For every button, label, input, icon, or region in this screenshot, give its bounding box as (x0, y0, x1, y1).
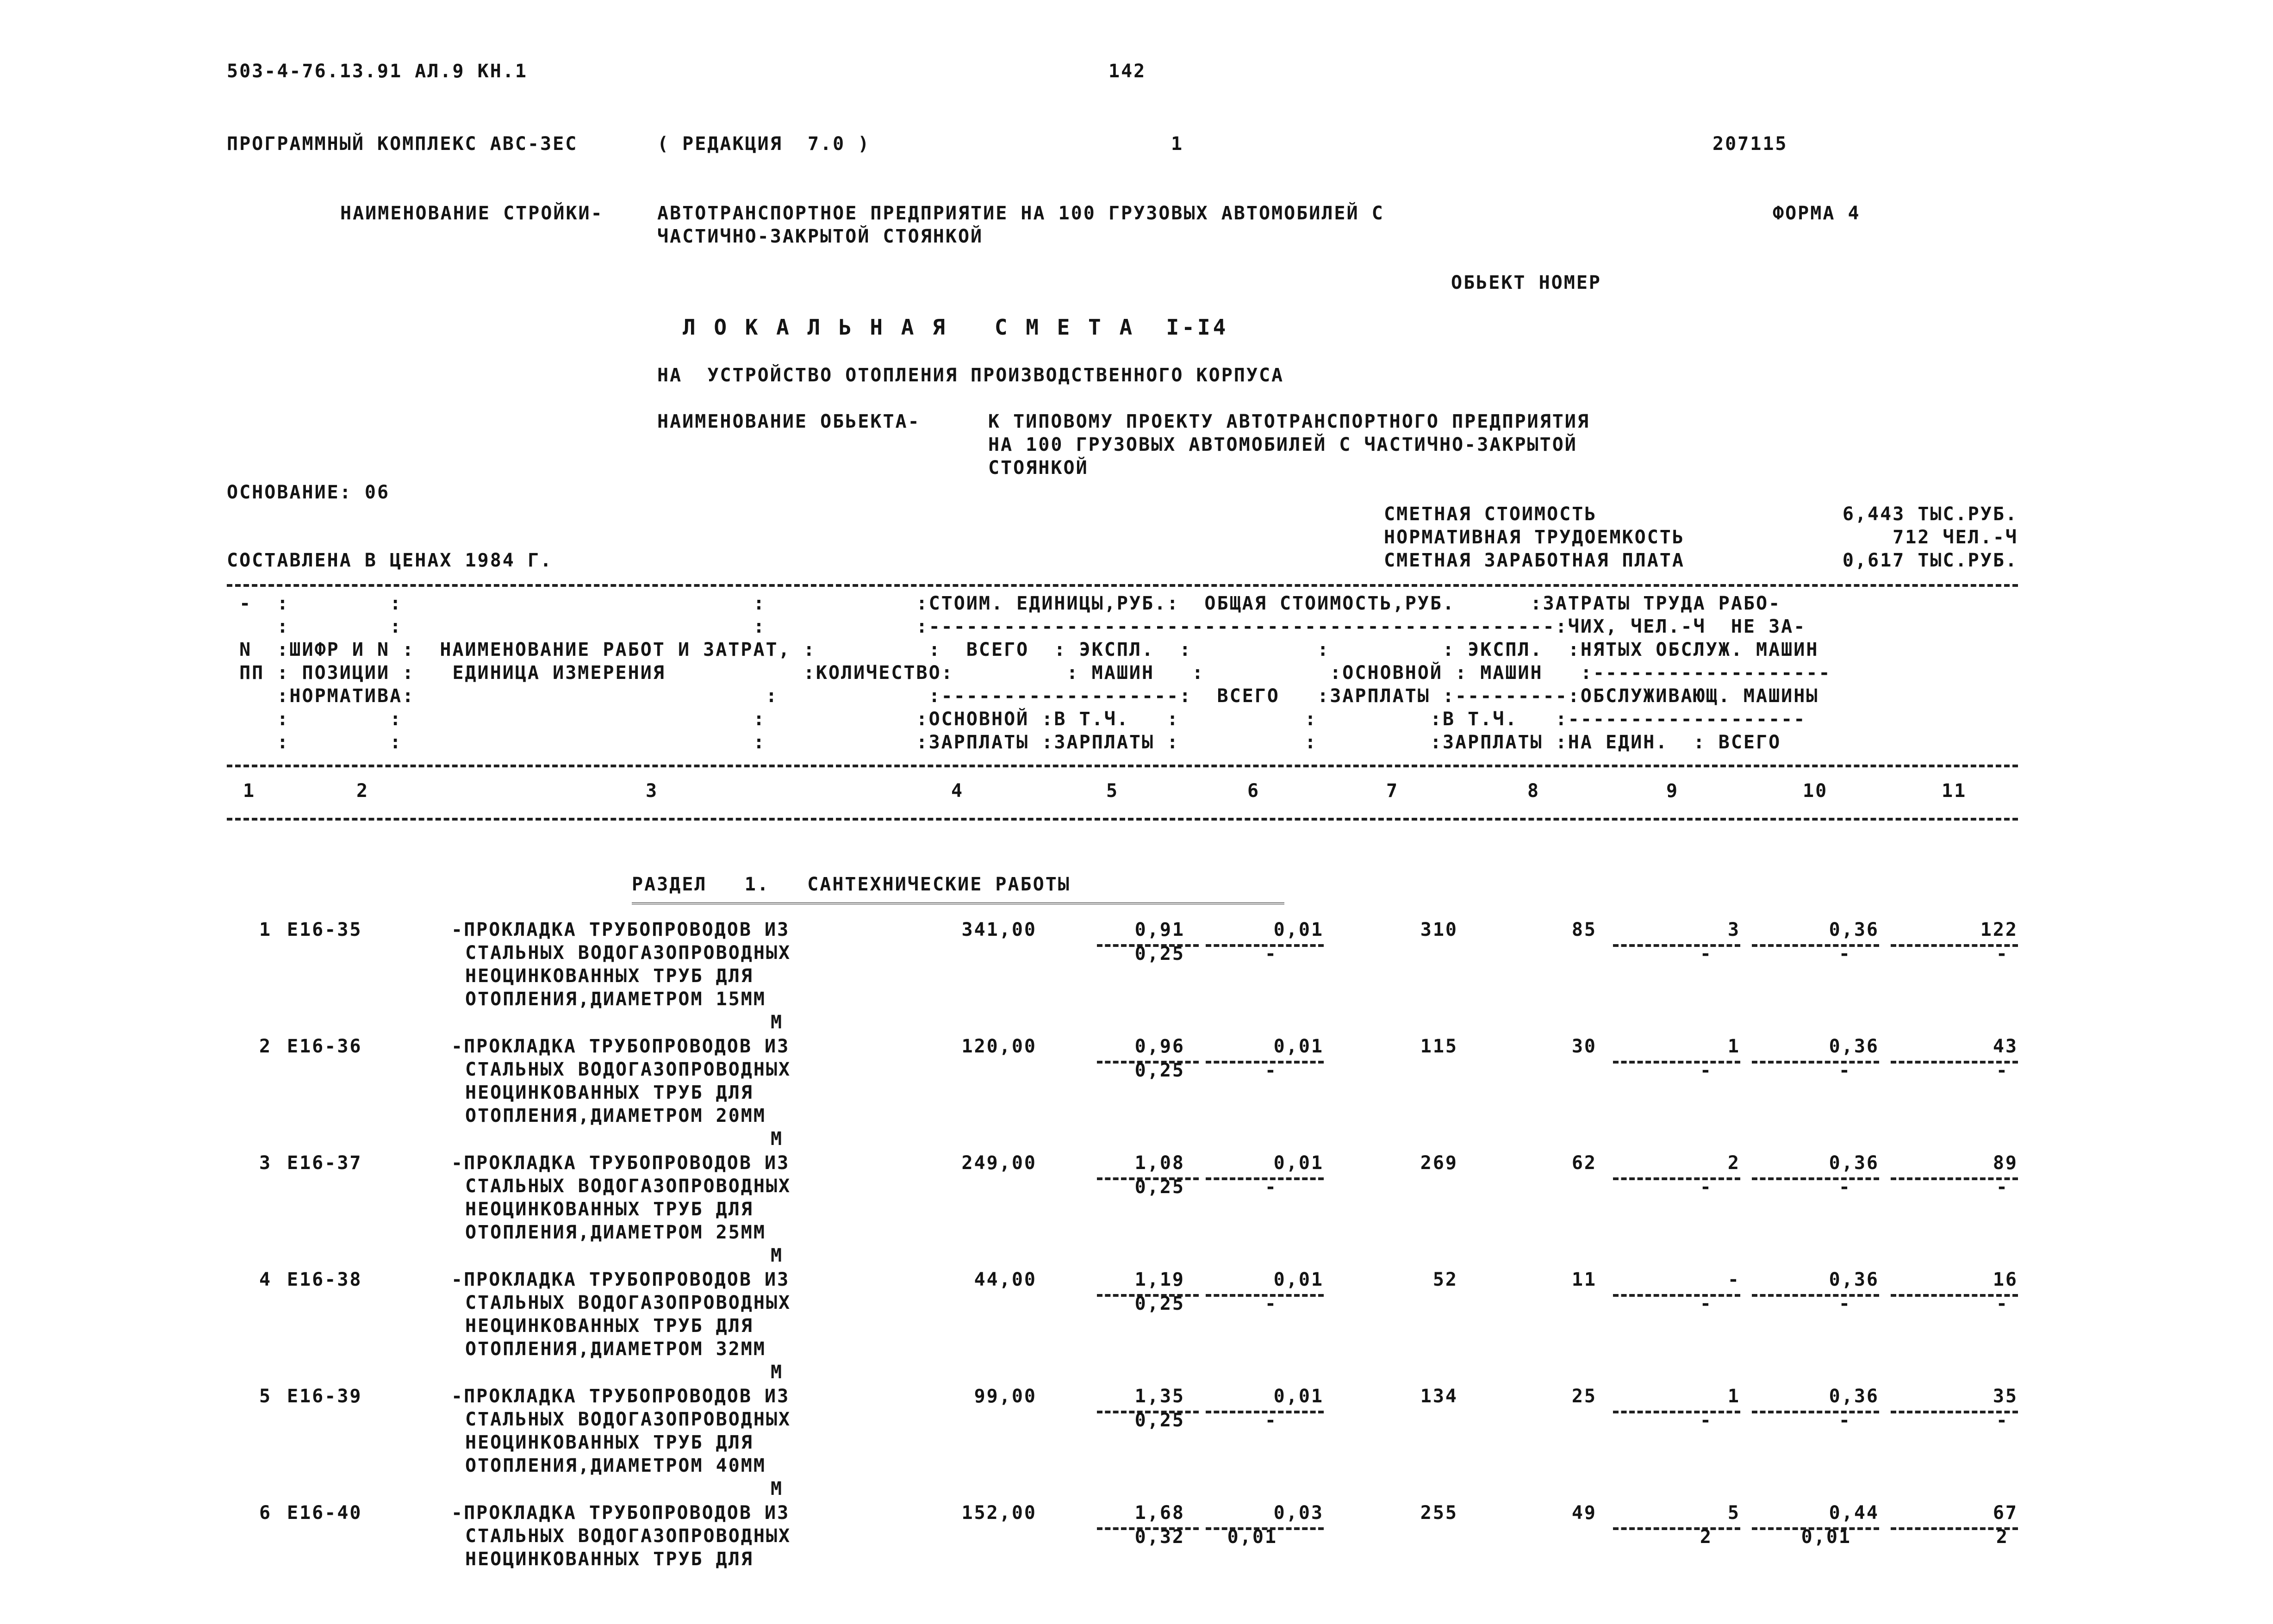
total-machines: 1 (1727, 1386, 1740, 1407)
total-machine-wages: - (1700, 1060, 1713, 1081)
row-number: 5 (259, 1386, 272, 1407)
total-machine-wages: - (1700, 1410, 1713, 1431)
service-labor-per-unit: - (1838, 1293, 1851, 1314)
column-number: 6 (1247, 780, 1260, 802)
summary-value: 6,443 ТЫС.РУБ. (1842, 504, 2018, 525)
estimate-subject: НА УСТРОЙСТВО ОТОПЛЕНИЯ ПРОИЗВОДСТВЕННОГО КОРПУСА (657, 365, 1284, 386)
labor-per-unit: 0,36 (1829, 919, 1879, 940)
unit-cost-wages: 0,25 (1134, 1176, 1185, 1198)
column-number: 2 (356, 780, 369, 802)
labor-total: 35 (1993, 1386, 2018, 1407)
unit-cost-machines: 0,01 (1273, 919, 1324, 940)
unit-cost-total: 0,91 (1134, 919, 1185, 940)
total-wages: 49 (1571, 1502, 1597, 1524)
summary-label: НОРМАТИВНАЯ ТРУДОЕМКОСТЬ (1384, 527, 1685, 548)
work-description: СТАЛЬНЫХ ВОДОГАЗОПРОВОДНЫХ (465, 1059, 791, 1080)
work-description: -ПРОКЛАДКА ТРУБОПРОВОДОВ ИЗ (451, 919, 790, 940)
total-machine-wages: 2 (1700, 1526, 1713, 1548)
work-description: СТАЛЬНЫХ ВОДОГАЗОПРОВОДНЫХ (465, 1525, 791, 1547)
unit-cost-total: 1,19 (1134, 1269, 1185, 1290)
position-code: Е16-36 (287, 1036, 362, 1057)
column-number: 10 (1803, 780, 1828, 802)
work-description: ОТОПЛЕНИЯ,ДИАМЕТРОМ 40ММ (465, 1455, 766, 1476)
section-underline (632, 902, 1284, 904)
unit-cost-total: 1,68 (1134, 1502, 1185, 1524)
column-number: 8 (1527, 780, 1540, 802)
labor-total: 16 (1993, 1269, 2018, 1290)
work-description: СТАЛЬНЫХ ВОДОГАЗОПРОВОДНЫХ (465, 942, 791, 964)
total-machines: - (1727, 1269, 1740, 1290)
labor-total: 122 (1980, 919, 2018, 940)
total-wages: 30 (1571, 1036, 1597, 1057)
unit-cost-machines: 0,01 (1273, 1152, 1324, 1174)
service-labor-per-unit: - (1838, 943, 1851, 964)
service-labor-per-unit: 0,01 (1801, 1526, 1851, 1548)
work-description: НЕОЦИНКОВАННЫХ ТРУБ ДЛЯ (465, 1315, 754, 1337)
service-labor-per-unit: - (1838, 1176, 1851, 1198)
table-columns-rule (227, 818, 2018, 821)
position-code: Е16-40 (287, 1502, 362, 1524)
work-description: -ПРОКЛАДКА ТРУБОПРОВОДОВ ИЗ (451, 1152, 790, 1174)
construction-label: НАИМЕНОВАНИЕ СТРОЙКИ- (340, 203, 604, 224)
labor-total: 67 (1993, 1502, 2018, 1524)
unit-cost-wages: 0,25 (1134, 943, 1185, 964)
total-cost: 52 (1432, 1269, 1458, 1290)
row-number: 6 (259, 1502, 272, 1524)
unit-cost-wages: 0,25 (1134, 1410, 1185, 1431)
program-name: ПРОГРАММНЫЙ КОМПЛЕКС АВС-3ЕС (227, 133, 578, 155)
work-description: СТАЛЬНЫХ ВОДОГАЗОПРОВОДНЫХ (465, 1292, 791, 1313)
column-number: 9 (1666, 780, 1679, 802)
object-number-label: ОБЬЕКТ НОМЕР (1451, 272, 1601, 293)
position-code: Е16-35 (287, 919, 362, 940)
unit-of-measure: М (771, 1012, 784, 1033)
service-labor-total: - (1996, 1060, 2009, 1081)
total-machine-wages: - (1700, 1176, 1713, 1198)
service-labor-total: - (1996, 1176, 2009, 1198)
work-description: НЕОЦИНКОВАННЫХ ТРУБ ДЛЯ (465, 965, 754, 987)
unit-of-measure: М (771, 1478, 784, 1500)
row-number: 1 (259, 919, 272, 940)
total-machines: 1 (1727, 1036, 1740, 1057)
work-description: НЕОЦИНКОВАННЫХ ТРУБ ДЛЯ (465, 1082, 754, 1103)
service-labor-per-unit: - (1838, 1410, 1851, 1431)
total-cost: 134 (1420, 1386, 1458, 1407)
work-description: НЕОЦИНКОВАННЫХ ТРУБ ДЛЯ (465, 1199, 754, 1220)
labor-per-unit: 0,44 (1829, 1502, 1879, 1524)
row-number: 2 (259, 1036, 272, 1057)
row-number: 4 (259, 1269, 272, 1290)
construction-name: АВТОТРАНСПОРТНОЕ ПРЕДПРИЯТИЕ НА 100 ГРУЗОВЫХ АВТОМОБИЛЕЙ С (657, 203, 1384, 224)
position-code: Е16-39 (287, 1386, 362, 1407)
service-labor-total: - (1996, 943, 2009, 964)
work-description: СТАЛЬНЫХ ВОДОГАЗОПРОВОДНЫХ (465, 1409, 791, 1430)
quantity: 249,00 (961, 1152, 1037, 1174)
quantity: 44,00 (974, 1269, 1037, 1290)
total-cost: 115 (1420, 1036, 1458, 1057)
total-wages: 11 (1571, 1269, 1597, 1290)
unit-machine-wages: - (1264, 1176, 1277, 1198)
work-description: -ПРОКЛАДКА ТРУБОПРОВОДОВ ИЗ (451, 1036, 790, 1057)
work-description: -ПРОКЛАДКА ТРУБОПРОВОДОВ ИЗ (451, 1502, 790, 1524)
table-header-line: ПП : ПОЗИЦИИ : ЕДИНИЦА ИЗМЕРЕНИЯ :КОЛИЧЕСТВО: : МАШИН : :ОСНОВНОЙ : МАШИН :------------------- (227, 662, 1831, 684)
unit-cost-total: 1,35 (1134, 1386, 1185, 1407)
unit-machine-wages: - (1264, 943, 1277, 964)
position-code: Е16-38 (287, 1269, 362, 1290)
column-number: 4 (951, 780, 964, 802)
quantity: 341,00 (961, 919, 1037, 940)
unit-of-measure: М (771, 1245, 784, 1266)
work-description: ОТОПЛЕНИЯ,ДИАМЕТРОМ 32ММ (465, 1338, 766, 1360)
column-number: 1 (243, 780, 256, 802)
summary-label: СМЕТНАЯ СТОИМОСТЬ (1384, 504, 1597, 525)
position-code: Е16-37 (287, 1152, 362, 1174)
table-top-rule (227, 584, 2018, 587)
unit-cost-wages: 0,25 (1134, 1060, 1185, 1081)
page-number: 142 (1108, 61, 1146, 82)
table-header-line: - : : : :СТОИМ. ЕДИНИЦЫ,РУБ.: ОБЩАЯ СТОИМОСТЬ,РУБ. :ЗАТРАТЫ ТРУДА РАБО- (227, 593, 1781, 614)
total-machines: 2 (1727, 1152, 1740, 1174)
work-description: НЕОЦИНКОВАННЫХ ТРУБ ДЛЯ (465, 1432, 754, 1453)
quantity: 120,00 (961, 1036, 1037, 1057)
work-description: ОТОПЛЕНИЯ,ДИАМЕТРОМ 15ММ (465, 989, 766, 1010)
document-reference: 503-4-76.13.91 АЛ.9 КН.1 (227, 61, 528, 82)
unit-machine-wages: - (1264, 1060, 1277, 1081)
unit-cost-machines: 0,03 (1273, 1502, 1324, 1524)
table-header-rule (227, 765, 2018, 767)
total-cost: 269 (1420, 1152, 1458, 1174)
document-code: 207115 (1713, 133, 1788, 155)
total-wages: 62 (1571, 1152, 1597, 1174)
estimate-title: Л О К А Л Ь Н А Я С М Е Т А I-I4 (683, 315, 1229, 340)
unit-cost-machines: 0,01 (1273, 1036, 1324, 1057)
work-description: ОТОПЛЕНИЯ,ДИАМЕТРОМ 20ММ (465, 1105, 766, 1126)
total-machine-wages: - (1700, 943, 1713, 964)
unit-cost-wages: 0,32 (1134, 1526, 1185, 1548)
service-labor-total: - (1996, 1410, 2009, 1431)
unit-of-measure: М (771, 1128, 784, 1150)
labor-per-unit: 0,36 (1829, 1386, 1879, 1407)
labor-per-unit: 0,36 (1829, 1152, 1879, 1174)
object-name: НА 100 ГРУЗОВЫХ АВТОМОБИЛЕЙ С ЧАСТИЧНО-ЗАКРЫТОЙ (988, 434, 1577, 455)
price-basis: СОСТАВЛЕНА В ЦЕНАХ 1984 Г. (227, 550, 553, 571)
unit-of-measure: М (771, 1362, 784, 1383)
table-header-line: : : : :ЗАРПЛАТЫ :ЗАРПЛАТЫ : : :ЗАРПЛАТЫ :НА ЕДИН. : ВСЕГО (227, 732, 1781, 753)
quantity: 152,00 (961, 1502, 1037, 1524)
service-labor-per-unit: - (1838, 1060, 1851, 1081)
unit-cost-machines: 0,01 (1273, 1269, 1324, 1290)
labor-per-unit: 0,36 (1829, 1036, 1879, 1057)
unit-machine-wages: 0,01 (1227, 1526, 1277, 1548)
table-header-line: :НОРМАТИВА: : :-------------------: ВСЕГО :ЗАРПЛАТЫ :---------:ОБСЛУЖИВАЮЩ. МАШИНЫ (227, 685, 1819, 707)
form-label: ФОРМА 4 (1773, 203, 1861, 224)
total-machines: 5 (1727, 1502, 1740, 1524)
unit-machine-wages: - (1264, 1293, 1277, 1314)
labor-total: 43 (1993, 1036, 2018, 1057)
total-cost: 310 (1420, 919, 1458, 940)
summary-label: СМЕТНАЯ ЗАРАБОТНАЯ ПЛАТА (1384, 550, 1685, 571)
program-edition: ( РЕДАКЦИЯ 7.0 ) (657, 133, 871, 155)
total-wages: 25 (1571, 1386, 1597, 1407)
labor-total: 89 (1993, 1152, 2018, 1174)
total-cost: 255 (1420, 1502, 1458, 1524)
column-number: 11 (1942, 780, 1967, 802)
row-number: 3 (259, 1152, 272, 1174)
table-header-line: : : : :--------------------------------------------------:ЧИХ, ЧЕЛ.-Ч НЕ ЗА- (227, 616, 1806, 637)
unit-cost-total: 0,96 (1134, 1036, 1185, 1057)
table-header-line: : : : :ОСНОВНОЙ :В Т.Ч. : : :В Т.Ч. :------------------- (227, 709, 1806, 730)
construction-name: ЧАСТИЧНО-ЗАКРЫТОЙ СТОЯНКОЙ (657, 226, 984, 247)
unit-cost-machines: 0,01 (1273, 1386, 1324, 1407)
object-name: СТОЯНКОЙ (988, 457, 1089, 479)
unit-machine-wages: - (1264, 1410, 1277, 1431)
table-header-line: N :ШИФР И N : НАИМЕНОВАНИЕ РАБОТ И ЗАТРАТ, : : ВСЕГО : ЭКСПЛ. : : : ЭКСПЛ. :НЯТЫХ ОБСЛУЖ. МАШИН (227, 639, 1819, 660)
section-title: РАЗДЕЛ 1. САНТЕХНИЧЕСКИЕ РАБОТЫ (632, 874, 1071, 895)
service-labor-total: - (1996, 1293, 2009, 1314)
work-description: -ПРОКЛАДКА ТРУБОПРОВОДОВ ИЗ (451, 1269, 790, 1290)
column-number: 5 (1106, 780, 1119, 802)
work-description: -ПРОКЛАДКА ТРУБОПРОВОДОВ ИЗ (451, 1386, 790, 1407)
quantity: 99,00 (974, 1386, 1037, 1407)
summary-value: 0,617 ТЫС.РУБ. (1842, 550, 2018, 571)
summary-value: 712 ЧЕЛ.-Ч (1893, 527, 2018, 548)
column-number: 3 (646, 780, 659, 802)
total-wages: 85 (1571, 919, 1597, 940)
object-name: К ТИПОВОМУ ПРОЕКТУ АВТОТРАНСПОРТНОГО ПРЕДПРИЯТИЯ (988, 411, 1590, 432)
work-description: ОТОПЛЕНИЯ,ДИАМЕТРОМ 25ММ (465, 1222, 766, 1243)
work-description: НЕОЦИНКОВАННЫХ ТРУБ ДЛЯ (465, 1549, 754, 1570)
object-label: НАИМЕНОВАНИЕ ОБЬЕКТА- (657, 411, 921, 432)
unit-cost-wages: 0,25 (1134, 1293, 1185, 1314)
labor-per-unit: 0,36 (1829, 1269, 1879, 1290)
work-description: СТАЛЬНЫХ ВОДОГАЗОПРОВОДНЫХ (465, 1176, 791, 1197)
unit-cost-total: 1,08 (1134, 1152, 1185, 1174)
sheet-number: 1 (1171, 133, 1184, 155)
total-machine-wages: - (1700, 1293, 1713, 1314)
estimate-basis: ОСНОВАНИЕ: 06 (227, 482, 390, 503)
total-machines: 3 (1727, 919, 1740, 940)
service-labor-total: 2 (1996, 1526, 2009, 1548)
column-number: 7 (1386, 780, 1399, 802)
